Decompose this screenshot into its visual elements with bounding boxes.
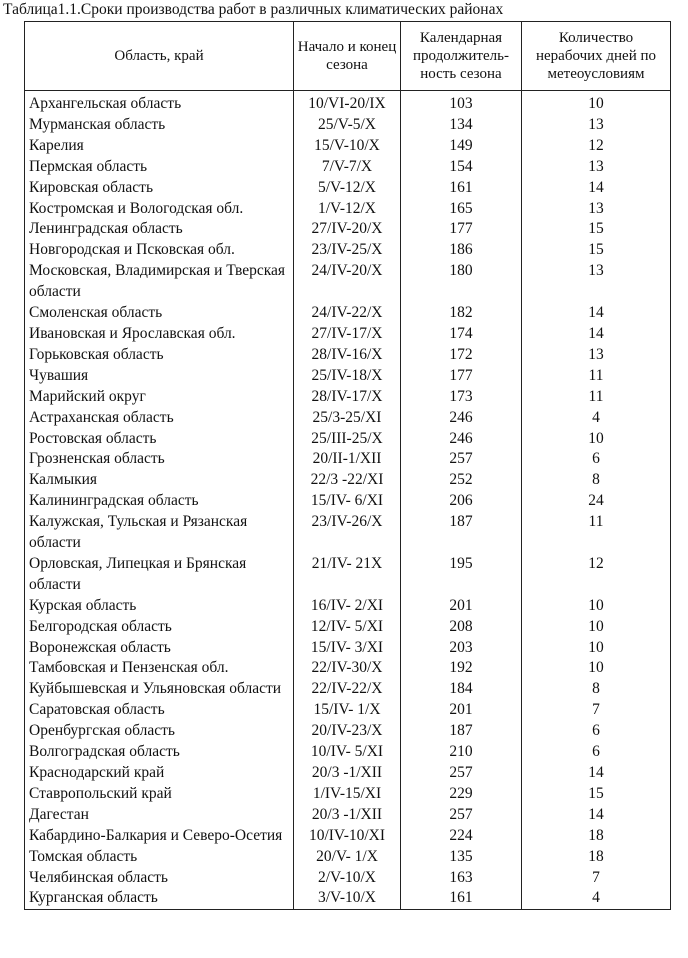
cell-area: Ростовская область xyxy=(25,429,294,450)
table-row xyxy=(25,617,671,638)
cell-nonwork-days: 11 xyxy=(522,512,671,554)
table-row xyxy=(25,847,671,868)
cell-area: Карелия xyxy=(25,136,294,157)
cell-season: 27/IV-20/X xyxy=(294,219,401,240)
cell-duration: 206 xyxy=(401,491,522,512)
table-row xyxy=(25,658,671,679)
cell-area: Марийский округ xyxy=(25,387,294,408)
cell-area: Смоленская область xyxy=(25,303,294,324)
cell-nonwork-days: 10 xyxy=(522,596,671,617)
cell-nonwork-days: 14 xyxy=(522,303,671,324)
cell-season: 16/IV- 2/XI xyxy=(294,596,401,617)
header-duration: Календарная продолжитель-ность сезона xyxy=(401,22,522,91)
cell-area: Ивановская и Ярославская обл. xyxy=(25,324,294,345)
table-row xyxy=(25,345,671,366)
cell-season: 15/IV- 3/XI xyxy=(294,638,401,659)
table-row xyxy=(25,157,671,178)
cell-area: Тамбовская и Пензенская обл. xyxy=(25,658,294,679)
cell-area: Волгоградская область xyxy=(25,742,294,763)
cell-season: 15/IV- 1/X xyxy=(294,700,401,721)
cell-season: 10/IV- 5/XI xyxy=(294,742,401,763)
cell-nonwork-days: 13 xyxy=(522,157,671,178)
table-row xyxy=(25,512,671,554)
table-row xyxy=(25,470,671,491)
table-row xyxy=(25,805,671,826)
cell-nonwork-days: 8 xyxy=(522,679,671,700)
cell-duration: 229 xyxy=(401,784,522,805)
table-row xyxy=(25,679,671,700)
header-season: Начало и конец сезона xyxy=(294,22,401,91)
cell-duration: 192 xyxy=(401,658,522,679)
cell-area: Ставропольский край xyxy=(25,784,294,805)
cell-nonwork-days: 18 xyxy=(522,847,671,868)
cell-nonwork-days: 6 xyxy=(522,742,671,763)
table-row xyxy=(25,115,671,136)
cell-nonwork-days: 13 xyxy=(522,345,671,366)
cell-season: 22/IV-22/X xyxy=(294,679,401,700)
cell-season: 20/3 -1/XII xyxy=(294,763,401,784)
cell-nonwork-days: 10 xyxy=(522,91,671,115)
cell-nonwork-days: 15 xyxy=(522,240,671,261)
cell-duration: 149 xyxy=(401,136,522,157)
cell-season: 25/III-25/X xyxy=(294,429,401,450)
table-row xyxy=(25,387,671,408)
cell-area: Челябинская область xyxy=(25,868,294,889)
cell-duration: 177 xyxy=(401,366,522,387)
table-row xyxy=(25,700,671,721)
cell-area: Орловская, Липецкая и Брянская области xyxy=(25,554,294,596)
climate-season-table xyxy=(24,21,671,910)
table-row xyxy=(25,596,671,617)
cell-area: Костромская и Вологодская обл. xyxy=(25,199,294,220)
cell-season: 15/V-10/X xyxy=(294,136,401,157)
cell-nonwork-days: 7 xyxy=(522,868,671,889)
cell-duration: 184 xyxy=(401,679,522,700)
cell-duration: 154 xyxy=(401,157,522,178)
cell-area: Томская область xyxy=(25,847,294,868)
table-row xyxy=(25,742,671,763)
table-row xyxy=(25,261,671,303)
cell-nonwork-days: 11 xyxy=(522,366,671,387)
table-row xyxy=(25,784,671,805)
cell-area: Калмыкия xyxy=(25,470,294,491)
cell-nonwork-days: 24 xyxy=(522,491,671,512)
cell-duration: 186 xyxy=(401,240,522,261)
cell-season: 7/V-7/X xyxy=(294,157,401,178)
table-row xyxy=(25,366,671,387)
cell-nonwork-days: 14 xyxy=(522,763,671,784)
table-row xyxy=(25,91,671,115)
cell-duration: 173 xyxy=(401,387,522,408)
cell-duration: 201 xyxy=(401,700,522,721)
cell-nonwork-days: 4 xyxy=(522,408,671,429)
cell-duration: 134 xyxy=(401,115,522,136)
cell-area: Мурманская область xyxy=(25,115,294,136)
table-header-row xyxy=(25,22,671,91)
cell-duration: 174 xyxy=(401,324,522,345)
cell-season: 20/II-1/XII xyxy=(294,449,401,470)
cell-season: 10/IV-10/XI xyxy=(294,826,401,847)
cell-season: 3/V-10/X xyxy=(294,888,401,909)
cell-area: Чувашия xyxy=(25,366,294,387)
cell-season: 27/IV-17/X xyxy=(294,324,401,345)
cell-season: 22/3 -22/XI xyxy=(294,470,401,491)
cell-area: Дагестан xyxy=(25,805,294,826)
cell-duration: 208 xyxy=(401,617,522,638)
table-row xyxy=(25,868,671,889)
cell-nonwork-days: 10 xyxy=(522,429,671,450)
table-row xyxy=(25,888,671,909)
table-row xyxy=(25,324,671,345)
table-row xyxy=(25,136,671,157)
cell-season: 23/IV-25/X xyxy=(294,240,401,261)
cell-duration: 201 xyxy=(401,596,522,617)
cell-season: 23/IV-26/X xyxy=(294,512,401,554)
table-row xyxy=(25,408,671,429)
cell-nonwork-days: 7 xyxy=(522,700,671,721)
header-area: Область, край xyxy=(25,22,294,91)
cell-nonwork-days: 13 xyxy=(522,261,671,303)
cell-season: 21/IV- 21X xyxy=(294,554,401,596)
cell-area: Горьковская область xyxy=(25,345,294,366)
cell-season: 2/V-10/X xyxy=(294,868,401,889)
cell-season: 15/IV- 6/XI xyxy=(294,491,401,512)
cell-duration: 246 xyxy=(401,429,522,450)
cell-duration: 257 xyxy=(401,449,522,470)
cell-area: Новгородская и Псковская обл. xyxy=(25,240,294,261)
cell-duration: 187 xyxy=(401,721,522,742)
cell-area: Оренбургская область xyxy=(25,721,294,742)
table-row xyxy=(25,199,671,220)
cell-season: 1/IV-15/XI xyxy=(294,784,401,805)
cell-nonwork-days: 14 xyxy=(522,178,671,199)
cell-duration: 210 xyxy=(401,742,522,763)
cell-area: Архангельская область xyxy=(25,91,294,115)
cell-season: 20/V- 1/X xyxy=(294,847,401,868)
cell-duration: 165 xyxy=(401,199,522,220)
cell-nonwork-days: 13 xyxy=(522,199,671,220)
cell-duration: 182 xyxy=(401,303,522,324)
cell-nonwork-days: 11 xyxy=(522,387,671,408)
cell-duration: 161 xyxy=(401,178,522,199)
cell-duration: 161 xyxy=(401,888,522,909)
cell-season: 24/IV-20/X xyxy=(294,261,401,303)
cell-nonwork-days: 10 xyxy=(522,638,671,659)
cell-area: Пермская область xyxy=(25,157,294,178)
cell-area: Грозненская область xyxy=(25,449,294,470)
cell-area: Московская, Владимирская и Тверская области xyxy=(25,261,294,303)
cell-duration: 195 xyxy=(401,554,522,596)
cell-nonwork-days: 15 xyxy=(522,784,671,805)
cell-nonwork-days: 18 xyxy=(522,826,671,847)
table-row xyxy=(25,219,671,240)
cell-area: Астраханская область xyxy=(25,408,294,429)
cell-season: 12/IV- 5/XI xyxy=(294,617,401,638)
cell-area: Курганская область xyxy=(25,888,294,909)
cell-area: Воронежская область xyxy=(25,638,294,659)
cell-nonwork-days: 12 xyxy=(522,554,671,596)
cell-nonwork-days: 6 xyxy=(522,721,671,742)
cell-duration: 257 xyxy=(401,805,522,826)
table-row xyxy=(25,554,671,596)
cell-nonwork-days: 12 xyxy=(522,136,671,157)
cell-area: Калужская, Тульская и Рязанская области xyxy=(25,512,294,554)
cell-area: Калининградская область xyxy=(25,491,294,512)
table-row xyxy=(25,240,671,261)
cell-duration: 103 xyxy=(401,91,522,115)
cell-duration: 187 xyxy=(401,512,522,554)
cell-duration: 203 xyxy=(401,638,522,659)
table-row xyxy=(25,429,671,450)
cell-duration: 163 xyxy=(401,868,522,889)
table-row xyxy=(25,178,671,199)
cell-nonwork-days: 14 xyxy=(522,324,671,345)
cell-nonwork-days: 15 xyxy=(522,219,671,240)
table-row xyxy=(25,449,671,470)
header-nonwork-days: Количество нерабочих дней по метеоусловиям xyxy=(522,22,671,91)
cell-area: Куйбышевская и Ульяновская области xyxy=(25,679,294,700)
cell-area: Кабардино-Балкария и Северо-Осетия xyxy=(25,826,294,847)
cell-nonwork-days: 4 xyxy=(522,888,671,909)
table-row xyxy=(25,638,671,659)
table-row xyxy=(25,763,671,784)
cell-duration: 172 xyxy=(401,345,522,366)
cell-nonwork-days: 10 xyxy=(522,617,671,638)
cell-season: 20/3 -1/XII xyxy=(294,805,401,826)
cell-duration: 257 xyxy=(401,763,522,784)
cell-season: 20/IV-23/X xyxy=(294,721,401,742)
table-caption: Таблица1.1.Сроки производства работ в различных климатических районах xyxy=(3,1,504,18)
cell-season: 25/3-25/XI xyxy=(294,408,401,429)
cell-area: Курская область xyxy=(25,596,294,617)
cell-nonwork-days: 13 xyxy=(522,115,671,136)
cell-season: 28/IV-17/X xyxy=(294,387,401,408)
cell-season: 28/IV-16/X xyxy=(294,345,401,366)
cell-season: 24/IV-22/X xyxy=(294,303,401,324)
cell-nonwork-days: 10 xyxy=(522,658,671,679)
cell-area: Ленинградская область xyxy=(25,219,294,240)
cell-season: 10/VI-20/IX xyxy=(294,91,401,115)
cell-season: 25/IV-18/X xyxy=(294,366,401,387)
cell-nonwork-days: 6 xyxy=(522,449,671,470)
cell-season: 5/V-12/X xyxy=(294,178,401,199)
table-body xyxy=(25,91,671,910)
table-row xyxy=(25,303,671,324)
cell-season: 25/V-5/X xyxy=(294,115,401,136)
cell-nonwork-days: 8 xyxy=(522,470,671,491)
table-row xyxy=(25,721,671,742)
table-row xyxy=(25,826,671,847)
cell-duration: 252 xyxy=(401,470,522,491)
cell-area: Кировская область xyxy=(25,178,294,199)
cell-duration: 180 xyxy=(401,261,522,303)
cell-duration: 246 xyxy=(401,408,522,429)
cell-season: 1/V-12/X xyxy=(294,199,401,220)
cell-season: 22/IV-30/X xyxy=(294,658,401,679)
cell-duration: 224 xyxy=(401,826,522,847)
cell-area: Саратовская область xyxy=(25,700,294,721)
cell-area: Краснодарский край xyxy=(25,763,294,784)
cell-area: Белгородская область xyxy=(25,617,294,638)
cell-duration: 135 xyxy=(401,847,522,868)
table-row xyxy=(25,491,671,512)
cell-duration: 177 xyxy=(401,219,522,240)
cell-nonwork-days: 14 xyxy=(522,805,671,826)
